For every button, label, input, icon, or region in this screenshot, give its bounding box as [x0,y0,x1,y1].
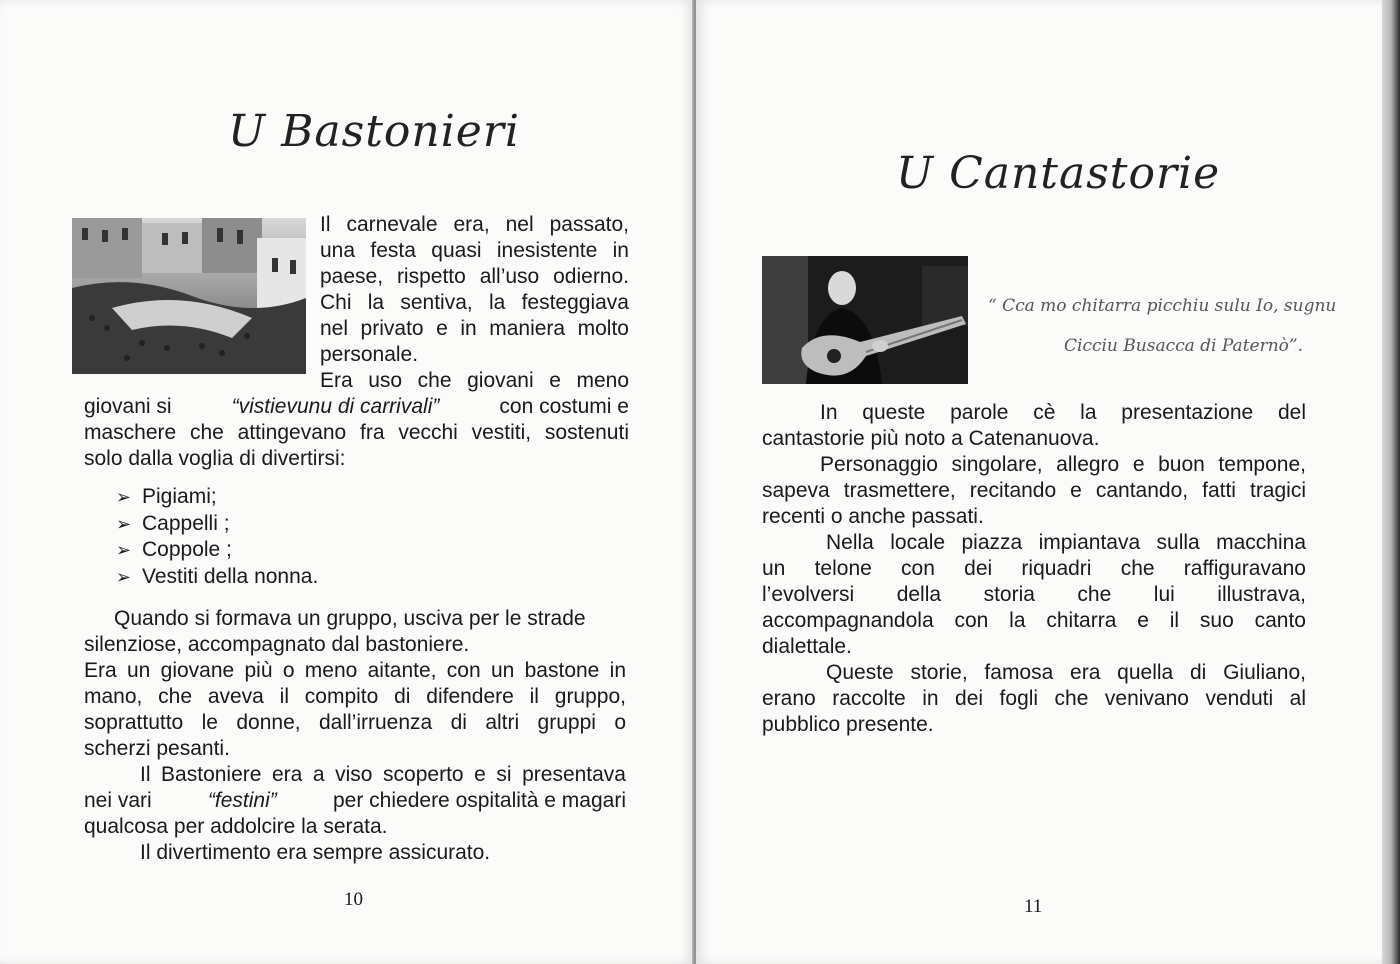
text-line: l’evolversi della storia che lui illustrava, [762,583,1306,606]
text-line: dialettale. [762,635,852,658]
left-page-title: U Bastonieri [228,106,520,157]
guitar-player-photo [762,256,968,384]
text-segment: per chiedere ospitalità e magari [333,789,626,812]
left-page [0,0,694,964]
text-line: recenti o anche passati. [762,505,984,528]
text-line: Era un giovane più o meno aitante, con un bastone in [84,659,626,682]
list-item-label: Pigiami; [142,485,217,508]
text-line: Era uso che giovani e meno [320,369,629,392]
list-item [116,537,318,564]
text-line: cantastorie più noto a Catenanuova. [762,427,1100,450]
text-line: personale. [320,343,419,366]
street-carnival-photo [72,218,306,374]
costume-text-block [84,394,629,472]
costume-bullet-list [116,484,318,590]
dialect-phrase: “festini” [207,789,277,812]
cantastorie-text-block [762,400,1306,738]
text-line: qualcosa per addolcire la serata. [84,815,388,838]
text-line: Queste storie, famosa era quella di Giuliano, [826,661,1306,684]
text-line: una festa quasi inesistente in [320,239,629,262]
bastoniere-text-block [84,606,626,866]
text-line: Il carnevale era, nel passato, [320,213,629,236]
quote-line: “ Cca mo chitarra picchiu sulu Io, sugnu [988,296,1337,316]
list-item-label: Coppole ; [142,538,232,561]
list-item-label: Cappelli ; [142,511,230,535]
list-item [116,564,318,591]
street-carnival-photo-image [72,218,306,374]
text-line: un telone con dei riquadri che raffiguravano [762,557,1306,580]
text-line: soprattutto le donne, dall’irruenza di altri gruppi o [84,711,626,734]
page-edge [1382,0,1400,964]
text-line: scherzi pesanti. [84,737,230,760]
right-page [696,0,1382,964]
text-line: mano, che aveva il compito di difendere il gruppo, [84,685,626,708]
arrow-bullet-icon: ➢ [116,540,132,560]
text-line: maschere che attingevano fra vecchi vestiti, sostenuti [84,421,629,444]
quote-line: Cicciu Busacca di Paternò”. [1064,336,1303,356]
right-page-title: U Cantastorie [896,148,1221,199]
text-line: Nella locale piazza impiantava sulla macchina [826,531,1306,554]
text-line: paese, rispetto all’uso odierno. [320,265,629,288]
arrow-bullet-icon: ➢ [116,566,132,587]
text-line: nel privato e in maniera molto [320,317,629,340]
text-line: accompagnandola con la chitarra e il suo canto [762,609,1306,632]
guitar-player-photo-image [762,256,968,384]
text-line: solo dalla voglia di divertirsi: [84,447,346,470]
text-line: Quando si formava un gruppo, usciva per le strade [114,607,586,630]
arrow-bullet-icon: ➢ [116,513,132,534]
page-number: 11 [1024,896,1043,917]
list-item [116,484,318,511]
text-line: Il Bastoniere era a viso scoperto e si presentava [140,763,626,786]
text-line: Chi la sentiva, la festeggiava [320,291,629,314]
list-item-label: Vestiti della nonna. [142,564,319,588]
page-number: 10 [344,889,363,910]
intro-text-block [320,212,629,394]
text-segment: nei vari [84,789,152,812]
text-line: Il divertimento era sempre assicurato. [140,841,491,864]
text-line: silenziose, accompagnato dal bastoniere. [84,633,470,656]
text-line: sapeva trasmettere, recitando e cantando, fatti tragici [762,479,1306,502]
text-line [84,788,626,814]
arrow-bullet-icon: ➢ [116,487,132,507]
text-line: Personaggio singolare, allegro e buon tempone, [820,453,1306,476]
text-line: In queste parole cè la presentazione del [820,401,1306,424]
text-segment: con costumi e [499,395,629,418]
list-item [116,511,318,538]
text-line: pubblico presente. [762,713,934,736]
text-segment: giovani si [84,395,172,418]
text-line [84,394,629,420]
dialect-phrase: “vistievunu di carrivali” [231,395,440,418]
text-line: erano raccolte in dei fogli che venivano venduti al [762,687,1306,710]
